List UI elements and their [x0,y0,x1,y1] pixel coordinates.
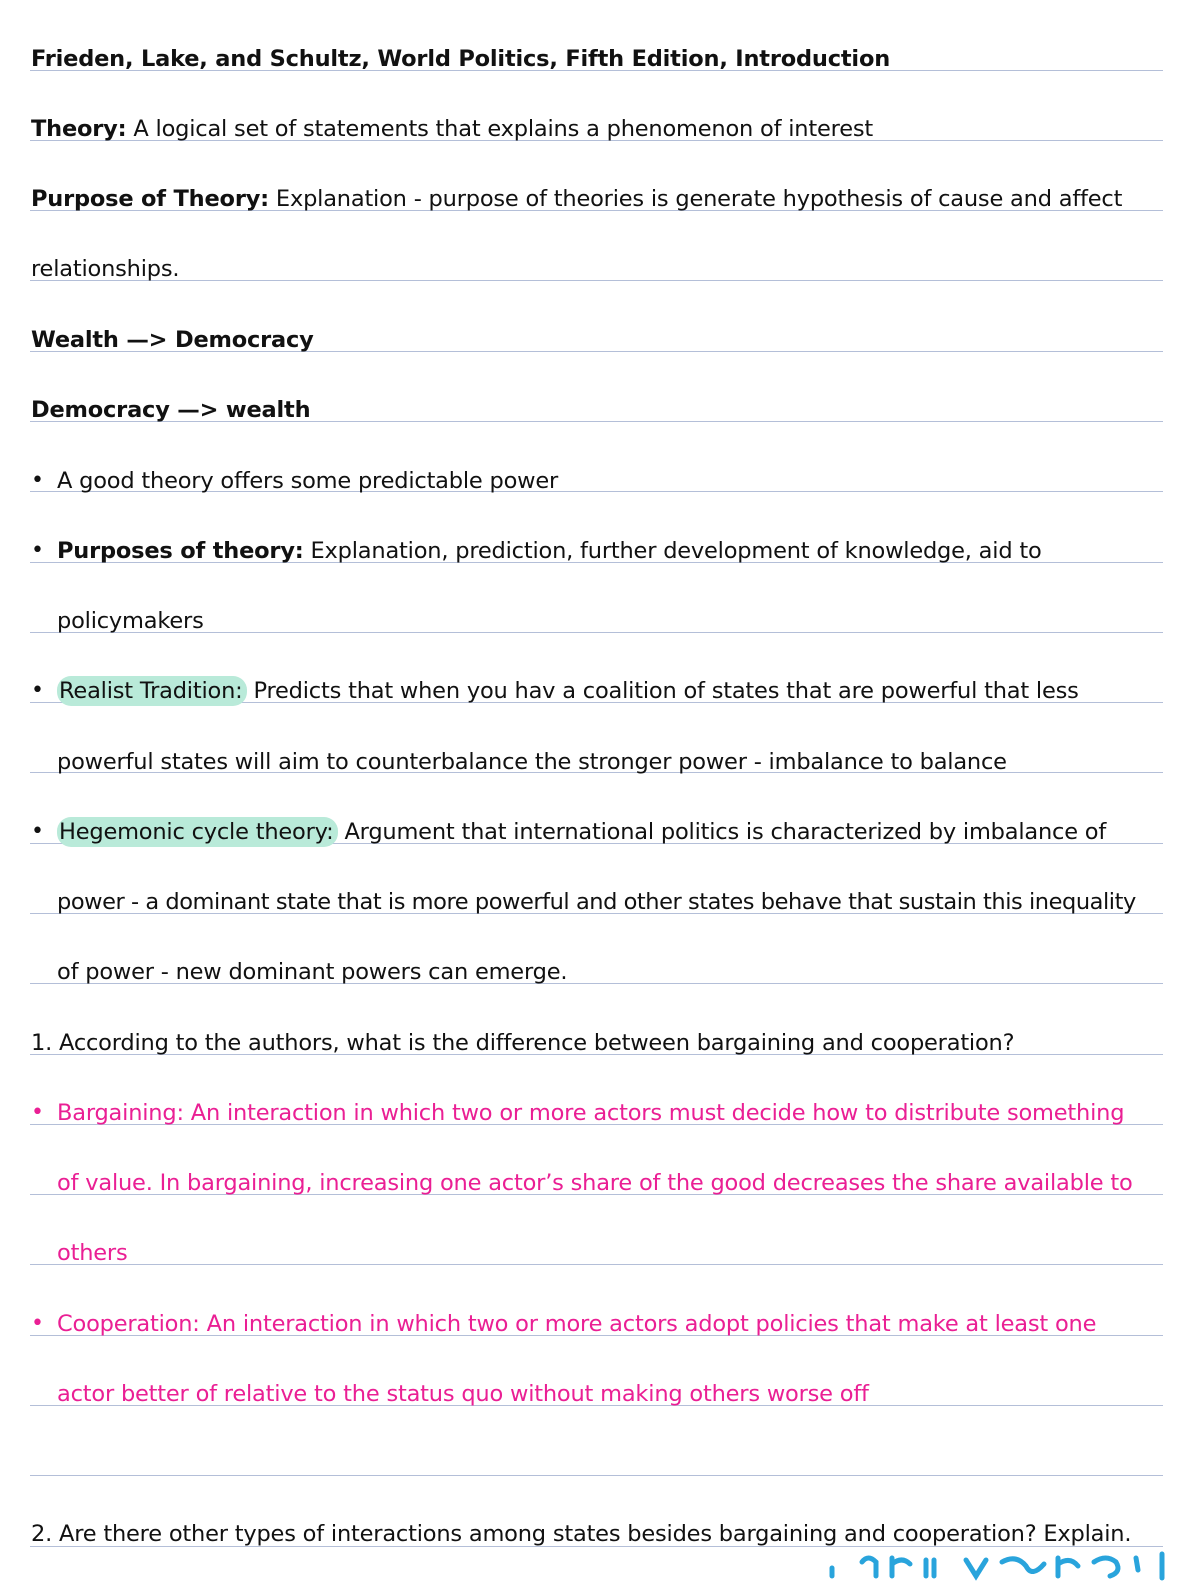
question-2: 2. Are there other types of interactions among states besides bargaining and cooperation? Explain. [31,1521,1132,1547]
answer-cooperation-line-1: Cooperation: An interaction in which two or more actors adopt policies that make at least one [57,1311,1097,1337]
ruled-line [30,1475,1163,1476]
theory-term: Theory: [31,116,127,142]
bullet-realist-tradition [57,676,1079,706]
realist-continuation: powerful states will aim to counterbalance the stronger power - imbalance to balance [57,749,1007,775]
purpose-continuation: relationships. [31,256,180,282]
bullet-icon: • [31,1100,44,1125]
bullet-good-theory: A good theory offers some predictable power [57,468,559,494]
bullet-icon: • [31,1311,44,1336]
bullet-hegemonic-cycle [57,817,1106,847]
hegemonic-term-highlight: Hegemonic cycle theory: [57,817,338,847]
bullet-icon: • [31,678,44,703]
purpose-definition [31,184,1122,214]
question-1: 1. According to the authors, what is the difference between bargaining and cooperation? [31,1030,1015,1056]
answer-cooperation-line-2: actor better of relative to the status quo without making others worse off [57,1381,869,1407]
causal-line-democracy-wealth: Democracy —> wealth [31,397,311,423]
watermark-stroke [1002,1559,1044,1572]
watermark-stroke [1058,1558,1078,1576]
bullet-icon: • [31,468,44,493]
watermark-stroke [926,1560,934,1576]
answer-bargaining-line-3: others [57,1240,128,1266]
bullet-purposes [57,536,1042,566]
watermark-stroke [966,1560,986,1576]
purposes-continuation: policymakers [57,608,204,634]
page-title [31,44,890,74]
answer-bargaining-line-2: of value. In bargaining, increasing one actor’s share of the good decreases the share available to [57,1170,1133,1196]
purpose-term: Purpose of Theory: [31,186,269,212]
purposes-term: Purposes of theory: [57,538,304,564]
purpose-text: Explanation - purpose of theories is generate hypothesis of cause and affect [268,186,1123,212]
theory-definition [31,114,873,144]
hegemonic-continuation-2: of power - new dominant powers can emerge. [57,959,568,985]
watermark-stroke [862,1558,876,1576]
bullet-icon: • [31,819,44,844]
watermark-stroke [1136,1558,1138,1570]
ruled-line [30,1264,1163,1265]
watermark-stroke [892,1558,910,1576]
theory-text: A logical set of statements that explains a phenomenon of interest [126,116,873,142]
causal-line-wealth-democracy: Wealth —> Democracy [31,327,314,353]
hegemonic-continuation-1: power - a dominant state that is more powerful and other states behave that sustain this inequality [57,889,1136,915]
bullet-icon: • [31,538,44,563]
purposes-text: Explanation, prediction, further development of knowledge, aid to [303,538,1042,564]
hegemonic-text: Argument that international politics is characterized by imbalance of [337,819,1107,845]
realist-text: Predicts that when you hav a coalition of states that are powerful that less [246,678,1079,704]
watermark-stroke [1094,1558,1118,1576]
ruled-line [30,280,1163,281]
answer-bargaining-line-1: Bargaining: An interaction in which two or more actors must decide how to distribute something [57,1100,1125,1126]
realist-term-highlight: Realist Tradition: [57,676,247,706]
title-text: Frieden, Lake, and Schultz, World Politics, Fifth Edition, Introduction [31,46,891,72]
watermark-graphic [826,1548,1166,1588]
